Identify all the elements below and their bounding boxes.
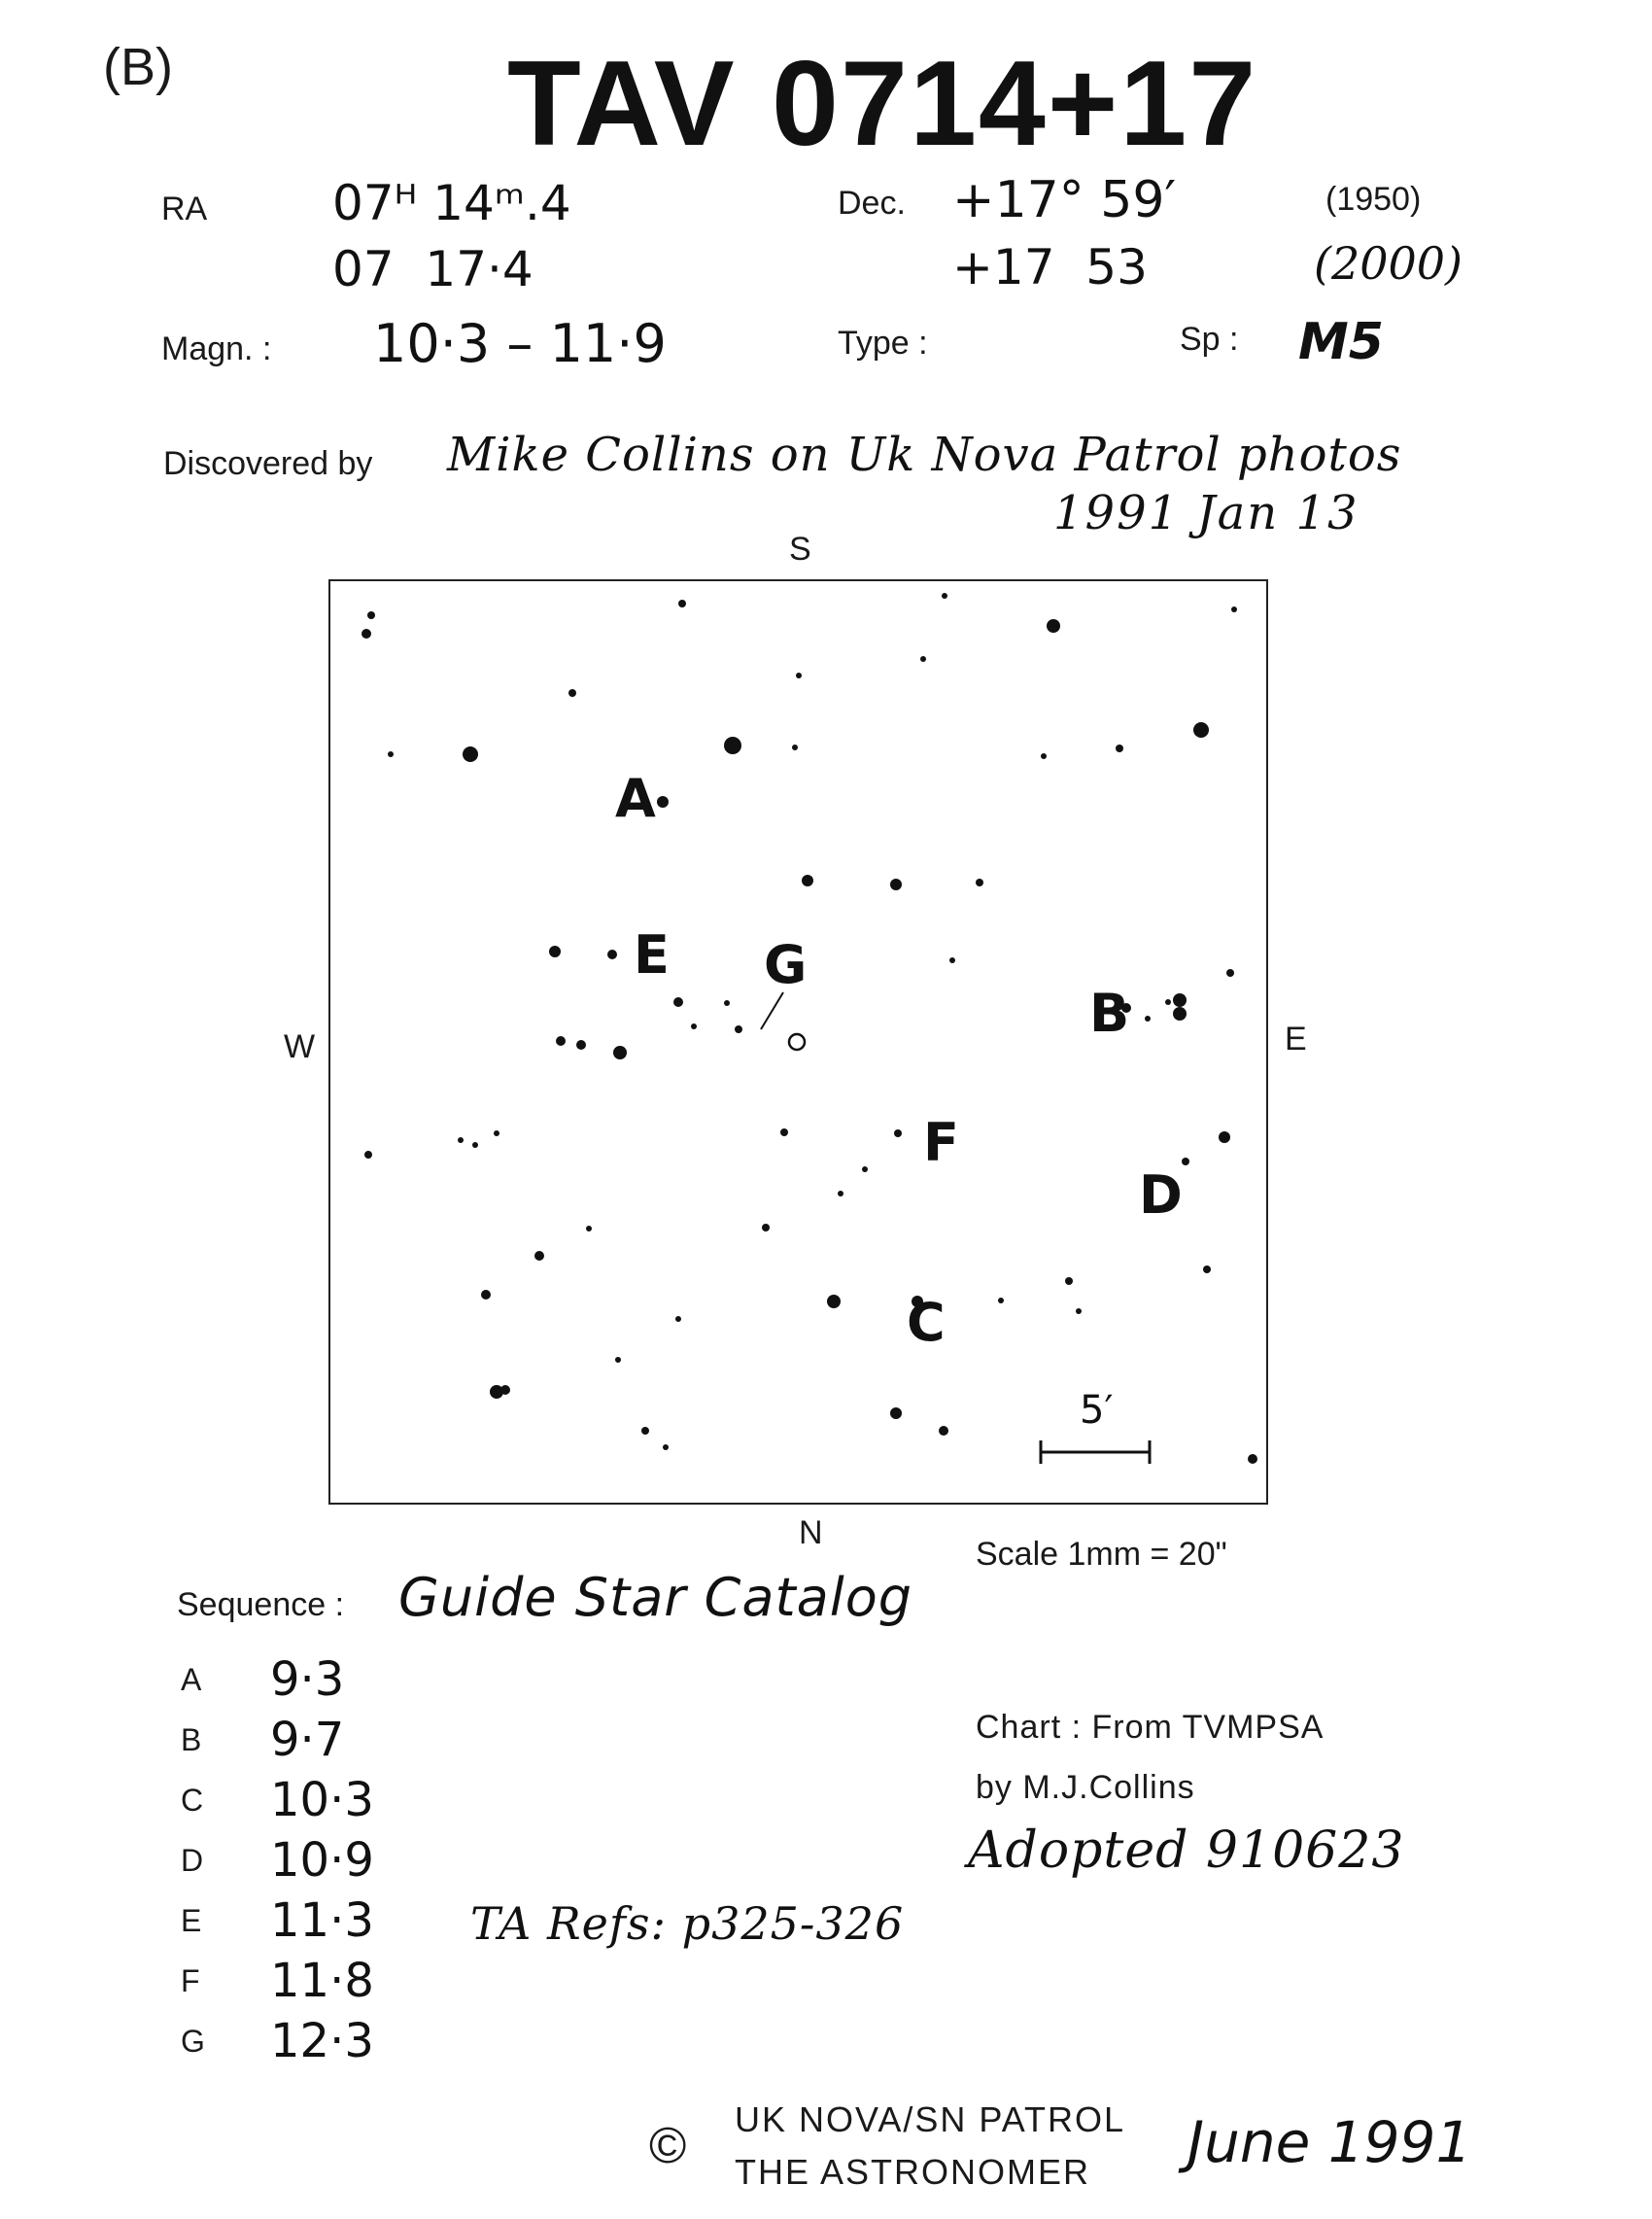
sp-label: Sp : [1180,321,1239,358]
star-dot [780,1128,788,1136]
star-dot [1165,999,1171,1005]
ra-label: RA [161,191,208,227]
star-dot [838,1191,843,1196]
sequence-star-letter: A [181,1662,202,1697]
star-dot [481,1290,491,1300]
star-dot [1047,619,1060,633]
star-dot [1116,745,1123,752]
sequence-star-magnitude: 10·9 [270,1833,374,1888]
org-line-1: UK NOVA/SN PATROL [735,2099,1126,2139]
star-dot [762,1224,770,1231]
dec-2000: +17 53 [952,239,1148,295]
star-dot [607,950,617,959]
star-dot [556,1036,566,1046]
star-dot [1076,1308,1082,1314]
chart-by: by M.J.Collins [976,1769,1195,1806]
discovered-value: Mike Collins on Uk Nova Patrol photos [447,428,1402,482]
star-dot [463,746,478,762]
star-dot [1182,1158,1189,1165]
dec-1950: +17° 59′ [952,171,1177,229]
magn-label: Magn. : [161,330,272,367]
direction-east: E [1285,1021,1307,1057]
comparison-label-g: G [764,934,808,995]
star-dot [641,1427,649,1435]
sequence-star-magnitude: 11·3 [270,1893,374,1948]
star-dot [1173,993,1187,1007]
star-dot [1248,1454,1257,1464]
star-dot [998,1298,1004,1303]
org-line-2: THE ASTRONOMER [735,2152,1091,2192]
star-dot [586,1226,592,1231]
sequence-star-letter: E [181,1903,202,1938]
star-dot [890,1407,902,1419]
star-dot [1173,1007,1187,1021]
star-dot [534,1251,544,1261]
star-dot [361,629,371,639]
sequence-star-letter: F [181,1963,200,1998]
sequence-star-letter: G [181,2024,205,2059]
comparison-label-b: B [1089,983,1130,1044]
star-dot [1193,722,1209,738]
magn-value: 10·3 – 11·9 [373,313,667,374]
comparison-label-e: E [634,924,670,986]
star-dot [976,879,983,886]
star-dot [549,946,561,957]
direction-south: S [789,531,811,568]
sequence-star-magnitude: 9·3 [270,1652,345,1707]
star-dot [862,1166,868,1172]
star-dot [494,1130,499,1136]
star-dot [920,656,926,662]
star-dot [890,879,902,890]
star-dot [1145,1016,1151,1022]
star-dot [827,1295,841,1308]
sequence-star-magnitude: 11·8 [270,1954,374,2008]
finder-chart-svg [330,581,1270,1507]
star-dot [802,875,813,886]
epoch-1950: (1950) [1325,181,1422,218]
star-dot [942,593,947,599]
direction-north: N [799,1514,823,1551]
star-dot [367,611,375,619]
star-dot [364,1151,372,1159]
comparison-label-d: D [1139,1164,1183,1226]
pointer-g [761,992,783,1029]
star-dot [675,1316,681,1322]
comparison-label-a: A [615,768,656,829]
sequence-source: Guide Star Catalog [398,1567,913,1628]
star-dot [678,600,686,607]
star-dot [894,1129,902,1137]
star-dot [615,1357,621,1363]
comparison-label-c: C [907,1292,946,1353]
sequence-star-magnitude: 12·3 [270,2014,374,2068]
ra-2000: 07 17·4 [332,241,533,297]
copyright-symbol: © [649,2118,687,2174]
star-dot [500,1385,510,1395]
star-dot [663,1444,669,1450]
direction-west: W [284,1028,316,1065]
scale-bar [1041,1388,1150,1464]
star-dot [657,796,669,808]
ra-1950: 07ᴴ 14ᵐ.4 [332,175,571,231]
sequence-label: Sequence : [177,1586,345,1623]
star-dot [1219,1131,1230,1143]
star-dot [1041,753,1047,759]
star-dot [735,1025,742,1033]
star-dot [691,1023,697,1029]
type-label: Type : [838,325,928,362]
sequence-star-letter: B [181,1722,202,1757]
star-dot [576,1040,586,1050]
star-dot [472,1142,478,1148]
star-dot [796,673,802,678]
discovered-label: Discovered by [163,445,373,482]
adopted-note: Adopted 910623 [968,1821,1405,1880]
chart-date: June 1991 [1187,2109,1472,2175]
star-dot [724,737,741,754]
star-dot [724,1000,730,1006]
sequence-star-letter: D [181,1843,204,1878]
scale-bar-label: 5′ [1080,1388,1114,1433]
star-dot [939,1426,948,1436]
variable-star-marker [789,1034,805,1050]
star-dot [1203,1266,1211,1273]
sequence-star-magnitude: 10·3 [270,1773,374,1827]
sp-value: M5 [1298,313,1384,371]
finder-chart [328,579,1268,1505]
star-dot [1231,607,1237,612]
sequence-star-magnitude: 9·7 [270,1713,345,1767]
variant-tag: (B) [103,38,173,96]
epoch-2000: (2000) [1314,237,1463,290]
sequence-star-letter: C [181,1783,204,1818]
star-dot [458,1137,464,1143]
comparison-label-f: F [923,1112,959,1173]
star-dot [1226,969,1234,977]
star-dot [673,997,683,1007]
dec-label: Dec. [838,185,906,222]
star-dot [949,957,955,963]
scale-text: Scale 1mm = 20" [976,1536,1227,1573]
star-dot [388,751,394,757]
page-title: TAV 0714+17 [507,37,1258,171]
star-dot [613,1046,627,1059]
star-dot [568,689,576,697]
star-dot [792,745,798,750]
discovered-date: 1991 Jan 13 [1053,486,1359,540]
ta-refs: TA Refs: p325-326 [470,1897,905,1950]
chart-from: Chart : From TVMPSA [976,1709,1325,1746]
star-dot [1065,1277,1073,1285]
